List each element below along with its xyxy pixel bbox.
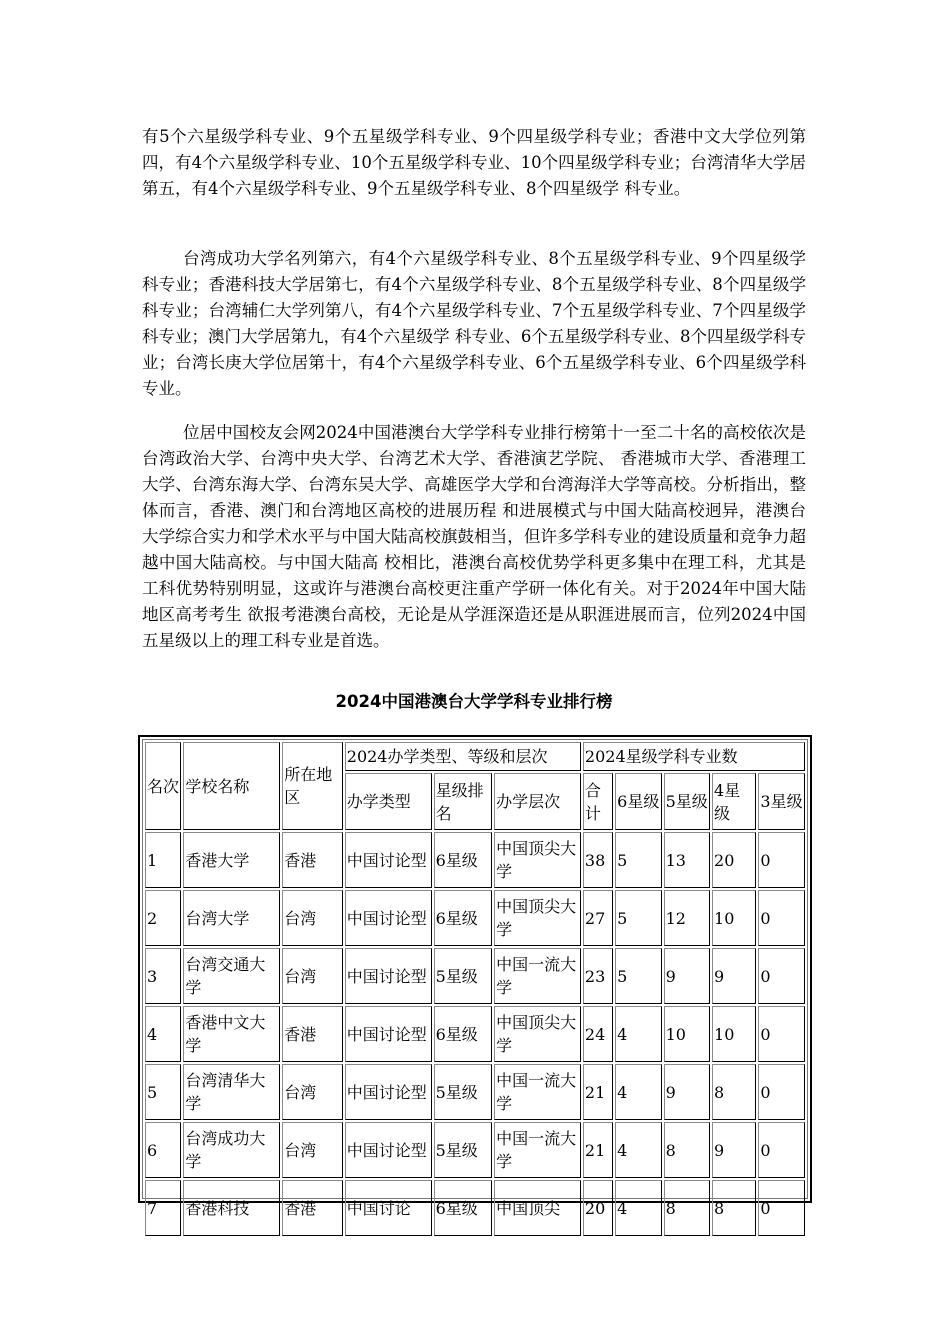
header-school: 学校名称 bbox=[183, 742, 280, 830]
cell-total: 21 bbox=[583, 1064, 613, 1120]
header-three-star: 3星级 bbox=[758, 773, 805, 830]
cell-star-rank: 6星级 bbox=[434, 1180, 493, 1236]
cell-four-star: 20 bbox=[712, 832, 756, 888]
header-four-star: 4星级 bbox=[712, 773, 756, 830]
cell-type: 中国讨论型 bbox=[345, 948, 432, 1004]
cell-level: 中国顶尖 bbox=[494, 1180, 581, 1236]
cell-six-star: 5 bbox=[615, 832, 661, 888]
header-rank: 名次 bbox=[145, 742, 181, 830]
table-row bbox=[145, 1064, 805, 1120]
header-group-type: 2024办学类型、等级和层次 bbox=[345, 742, 581, 771]
cell-level: 中国顶尖大学 bbox=[494, 832, 581, 888]
cell-total: 27 bbox=[583, 890, 613, 946]
cell-rank: 1 bbox=[145, 832, 181, 888]
cell-three-star: 0 bbox=[758, 948, 805, 1004]
table-title: 2024中国港澳台大学学科专业排行榜 bbox=[335, 692, 613, 711]
cell-school: 台湾清华大学 bbox=[183, 1064, 280, 1120]
cell-region: 香港 bbox=[282, 1006, 343, 1062]
cell-region: 香港 bbox=[282, 1180, 343, 1236]
paragraph-2: 台湾成功大学名列第六，有4个六星级学科专业、8个五星级学科专业、9个四星级学科专业；香港科技大学居第七，有4个六星级学科专业、8个五星级学科专业、8个四星级学科专业；台湾辅仁大学列第八，有4个六星级学科专业、7个五星级学科专业、7个四星级学科专业；澳门大学居第九，有4个六星级学 科专业、6个五星级学科专业、8个四星级学科专业；台湾长庚大学位居第十，有4个六星级学科专业、6个五星级学科专业、6个四星级学科专业。 bbox=[142, 249, 806, 398]
cell-school: 台湾大学 bbox=[183, 890, 280, 946]
cell-total: 23 bbox=[583, 948, 613, 1004]
cell-rank: 6 bbox=[145, 1122, 181, 1178]
cell-star-rank: 6星级 bbox=[434, 832, 493, 888]
cell-five-star: 8 bbox=[664, 1122, 710, 1178]
cell-star-rank: 5星级 bbox=[434, 948, 493, 1004]
cell-level: 中国一流大学 bbox=[494, 1122, 581, 1178]
cell-four-star: 8 bbox=[712, 1064, 756, 1120]
cell-four-star: 8 bbox=[712, 1180, 756, 1236]
header-region: 所在地区 bbox=[282, 742, 343, 830]
cell-type: 中国讨论型 bbox=[345, 890, 432, 946]
cell-region: 台湾 bbox=[282, 948, 343, 1004]
cell-school: 香港中文大学 bbox=[183, 1006, 280, 1062]
cell-rank: 2 bbox=[145, 890, 181, 946]
cell-level: 中国一流大学 bbox=[494, 1064, 581, 1120]
cell-star-rank: 6星级 bbox=[434, 890, 493, 946]
cell-rank: 4 bbox=[145, 1006, 181, 1062]
cell-level: 中国顶尖大学 bbox=[494, 1006, 581, 1062]
cell-rank: 3 bbox=[145, 948, 181, 1004]
cell-type: 中国讨论 bbox=[345, 1180, 432, 1236]
table-row bbox=[145, 832, 805, 888]
cell-four-star: 10 bbox=[712, 1006, 756, 1062]
header-total: 合计 bbox=[583, 773, 613, 830]
header-row-1 bbox=[145, 742, 805, 771]
table-row bbox=[145, 890, 805, 946]
cell-five-star: 10 bbox=[664, 1006, 710, 1062]
cell-five-star: 9 bbox=[664, 1064, 710, 1120]
cell-type: 中国讨论型 bbox=[345, 832, 432, 888]
cell-three-star: 0 bbox=[758, 1006, 805, 1062]
cell-rank: 5 bbox=[145, 1064, 181, 1120]
table-row bbox=[145, 1122, 805, 1178]
cell-school: 台湾交通大学 bbox=[183, 948, 280, 1004]
header-five-star: 5星级 bbox=[664, 773, 710, 830]
header-level: 办学层次 bbox=[494, 773, 581, 830]
cell-six-star: 4 bbox=[615, 1064, 661, 1120]
header-six-star: 6星级 bbox=[615, 773, 661, 830]
cell-type: 中国讨论型 bbox=[345, 1064, 432, 1120]
header-star-rank: 星级排名 bbox=[434, 773, 493, 830]
table-row bbox=[145, 1006, 805, 1062]
cell-four-star: 9 bbox=[712, 1122, 756, 1178]
cell-region: 台湾 bbox=[282, 1064, 343, 1120]
cell-star-rank: 5星级 bbox=[434, 1064, 493, 1120]
cell-four-star: 9 bbox=[712, 948, 756, 1004]
cell-type: 中国讨论型 bbox=[345, 1122, 432, 1178]
cell-region: 台湾 bbox=[282, 890, 343, 946]
cell-region: 台湾 bbox=[282, 1122, 343, 1178]
cell-four-star: 10 bbox=[712, 890, 756, 946]
ranking-table-frame bbox=[138, 735, 812, 1218]
cell-six-star: 5 bbox=[615, 890, 661, 946]
cell-star-rank: 6星级 bbox=[434, 1006, 493, 1062]
table-row bbox=[145, 948, 805, 1004]
ranking-table bbox=[143, 740, 807, 1238]
paragraph-3: 位居中国校友会网2024中国港澳台大学学科专业排行榜第十一至二十名的高校依次是台湾政治大学、台湾中央大学、台湾艺术大学、香港演艺学院、 香港城市大学、香港理工大学、台湾东海大学、台湾东吴大学、高雄医学大学和台湾海洋大学等高校。分析指出，整体而言，香港、澳门和台湾地区高校的进展历程 和进展模式与中国大陆高校迥异，港澳台大学综合实力和学术水平与中国大陆高校旗鼓相当，但许多学科专业的建设质量和竞争力超越中国大陆高校。与中国大陆高 校相比，港澳台高校优势学科更多集中在理工科，尤其是工科优势特别明显，这或许与港澳台高校更注重产学研一体化有关。对于2024年中国大陆地区高考考生 欲报考港澳台高校，无论是从学涯深造还是从职涯进展而言，位列2024中国五星级以上的理工科专业是首选。 bbox=[142, 423, 806, 650]
cell-level: 中国顶尖大学 bbox=[494, 890, 581, 946]
cell-six-star: 4 bbox=[615, 1006, 661, 1062]
header-group-stars: 2024星级学科专业数 bbox=[583, 742, 805, 771]
cell-three-star: 0 bbox=[758, 832, 805, 888]
header-type: 办学类型 bbox=[345, 773, 432, 830]
cell-school: 台湾成功大学 bbox=[183, 1122, 280, 1178]
cell-three-star: 0 bbox=[758, 1064, 805, 1120]
cell-type: 中国讨论型 bbox=[345, 1006, 432, 1062]
cell-rank: 7 bbox=[145, 1180, 181, 1236]
table-body bbox=[145, 742, 805, 1236]
cell-three-star: 0 bbox=[758, 890, 805, 946]
cell-level: 中国一流大学 bbox=[494, 948, 581, 1004]
cell-three-star: 0 bbox=[758, 1180, 805, 1236]
cell-six-star: 4 bbox=[615, 1122, 661, 1178]
cell-five-star: 9 bbox=[664, 948, 710, 1004]
cell-five-star: 8 bbox=[664, 1180, 710, 1236]
cell-star-rank: 5星级 bbox=[434, 1122, 493, 1178]
cell-total: 38 bbox=[583, 832, 613, 888]
table-row bbox=[145, 1180, 805, 1236]
cell-total: 20 bbox=[583, 1180, 613, 1236]
cell-region: 香港 bbox=[282, 832, 343, 888]
cell-six-star: 5 bbox=[615, 948, 661, 1004]
cell-total: 21 bbox=[583, 1122, 613, 1178]
paragraph-1: 有5个六星级学科专业、9个五星级学科专业、9个四星级学科专业；香港中文大学位列第 四，有4个六星级学科专业、10个五星级学科专业、10个四星级学科专业；台湾清华大学居第五，有4个六星级学科专业、9个五星级学科专业、8个四星级学 科专业。 bbox=[142, 127, 806, 198]
cell-three-star: 0 bbox=[758, 1122, 805, 1178]
cell-five-star: 13 bbox=[664, 832, 710, 888]
cell-total: 24 bbox=[583, 1006, 613, 1062]
cell-five-star: 12 bbox=[664, 890, 710, 946]
cell-school: 香港科技 bbox=[183, 1180, 280, 1236]
cell-school: 香港大学 bbox=[183, 832, 280, 888]
cell-six-star: 4 bbox=[615, 1180, 661, 1236]
